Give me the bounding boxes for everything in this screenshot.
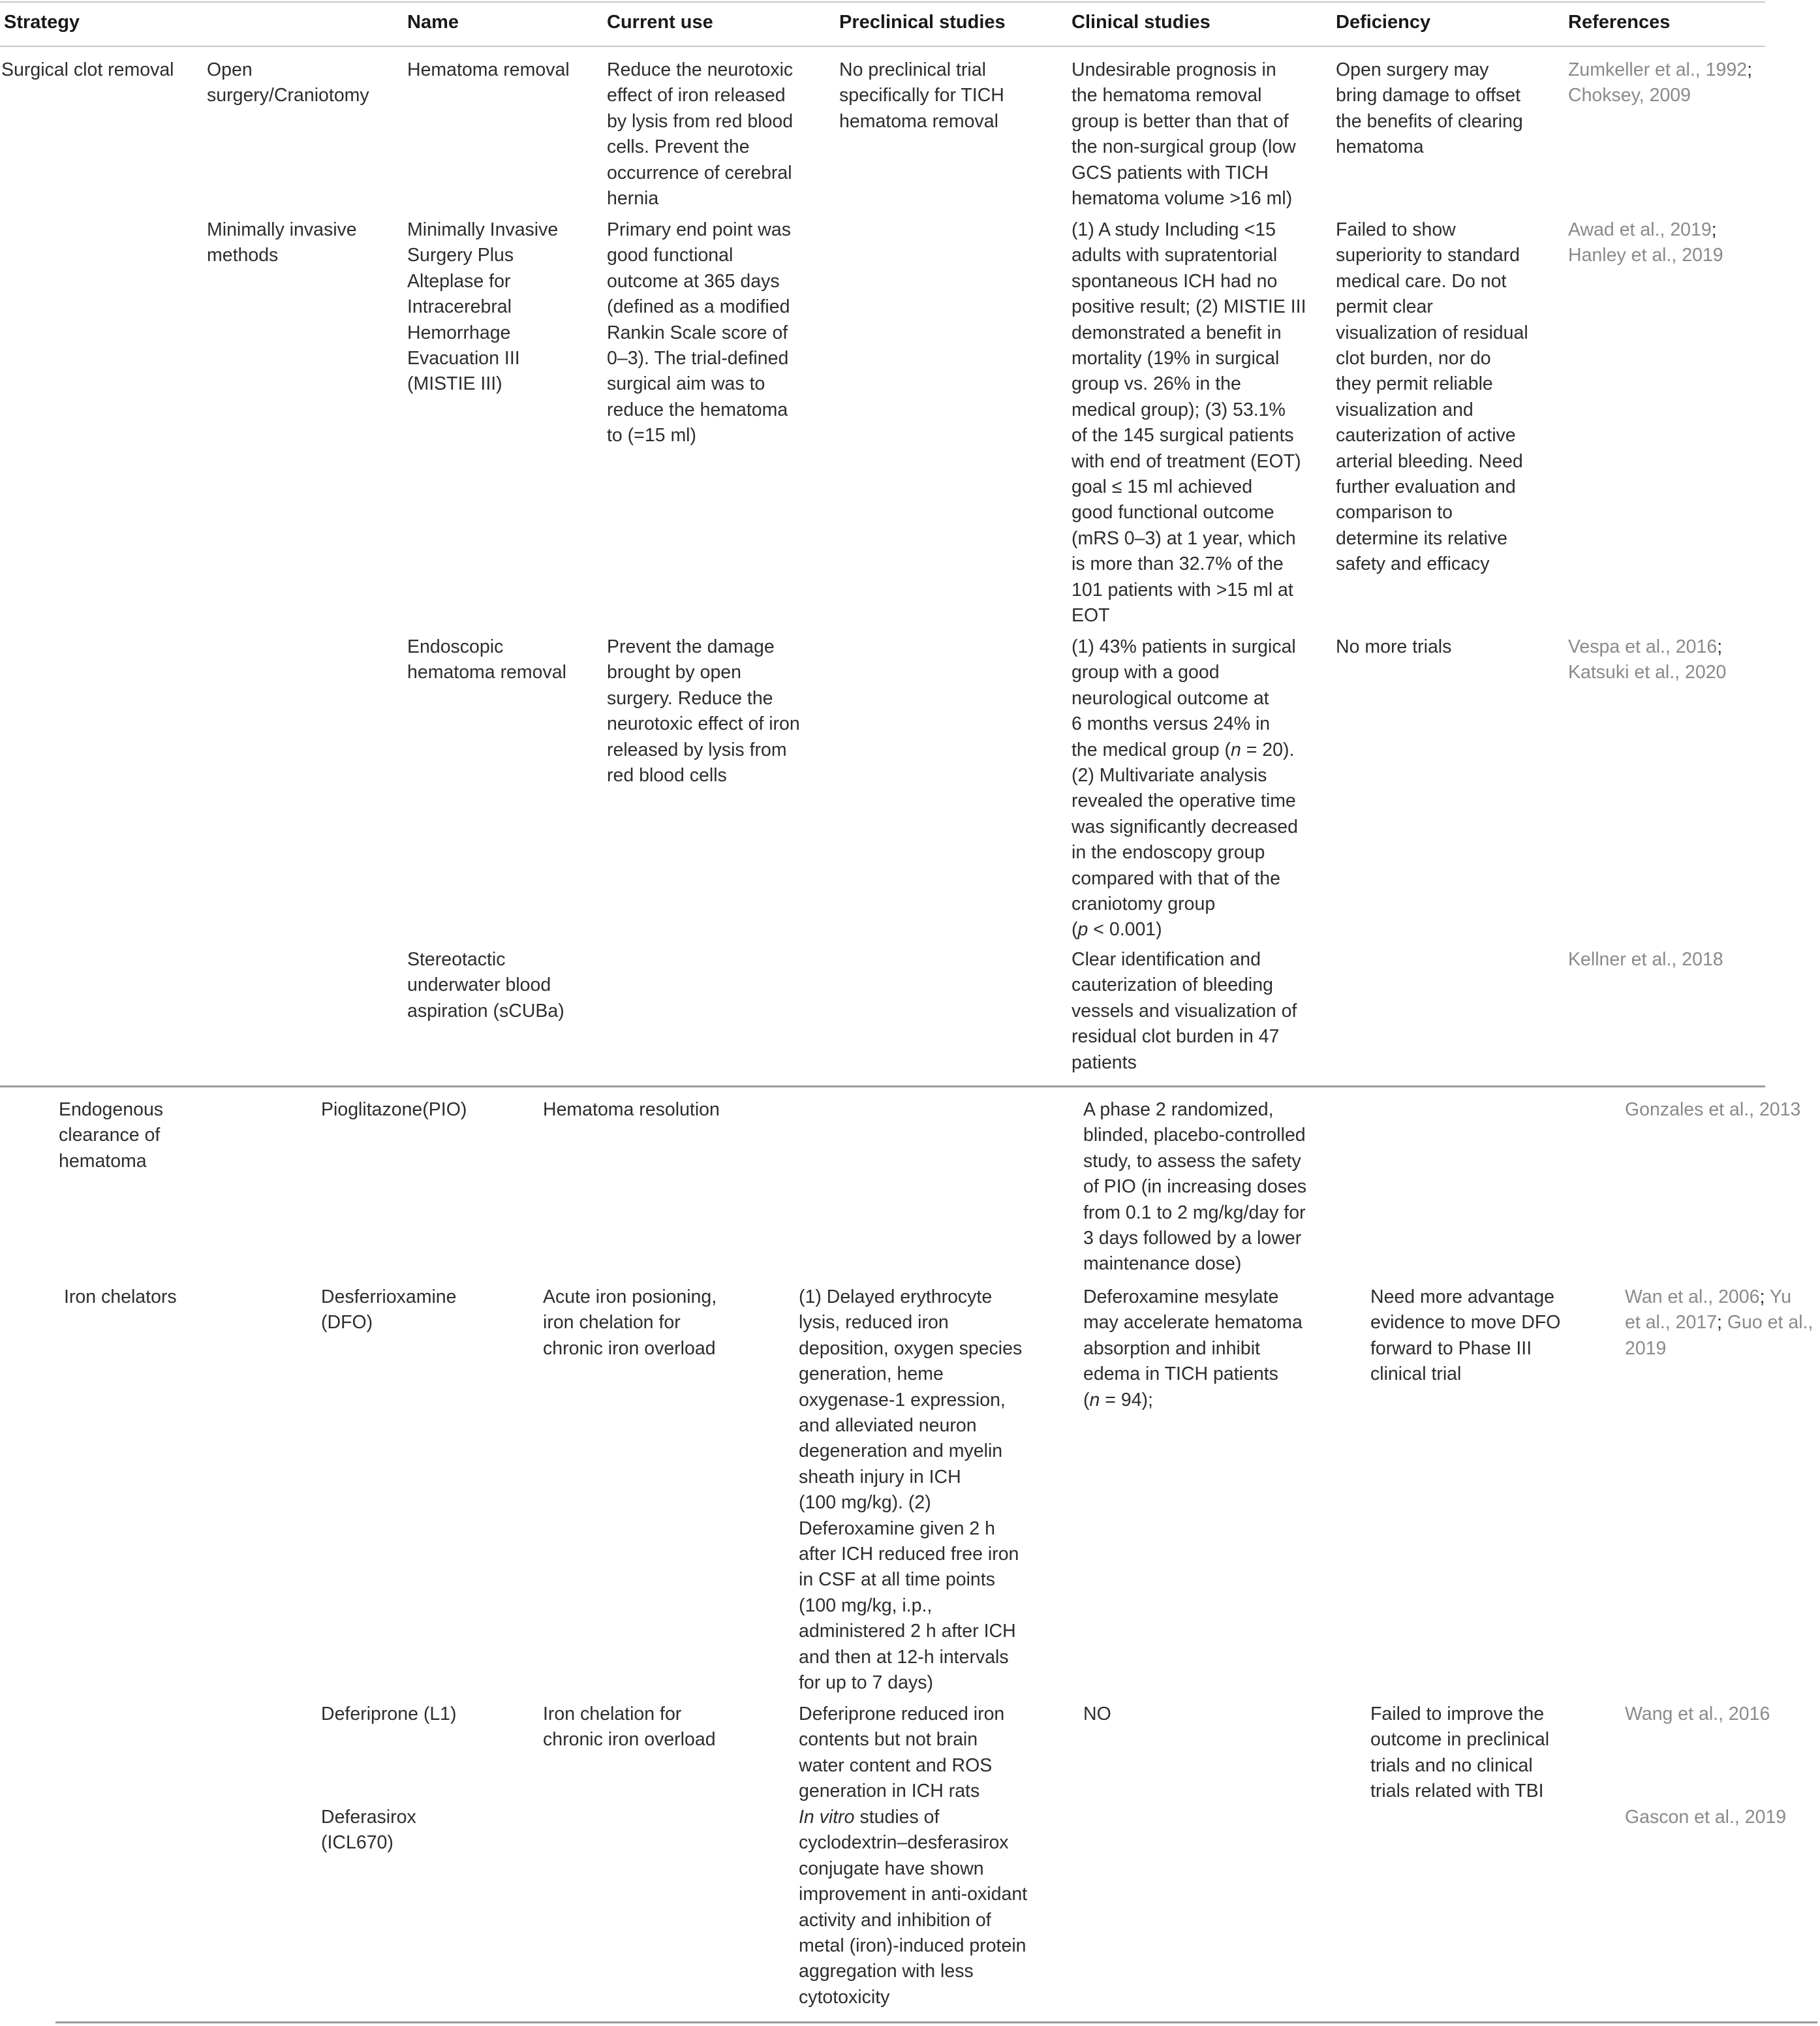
preclinical-icl670 bbox=[799, 1805, 1027, 2010]
clinical-hematoma-removal: Undesirable prognosis in the hematoma removal group is better than that of the non-surgical group (low GCS patients with TICH hematoma volume >16 ml) bbox=[1072, 59, 1296, 210]
clinical-pio: A phase 2 randomized, blinded, placebo-controlled study, to assess the safety of PIO (in increasing doses from 0.1 to 2 mg/kg/day for 3 days followed by a lower maintenance dose) bbox=[1083, 1099, 1307, 1275]
deficiency-dfo: Need more advantage evidence to move DFO forward to Phase III clinical trial bbox=[1370, 1286, 1561, 1385]
references-mistie: Awad et al., 2019; Hanley et al., 2019 bbox=[1568, 219, 1723, 266]
ref-link[interactable]: Vespa et al., 2016 bbox=[1568, 636, 1718, 657]
ref-link[interactable]: Choksey, 2009 bbox=[1568, 85, 1691, 106]
header-name: Name bbox=[407, 12, 459, 33]
name-l1: Deferiprone (L1) bbox=[321, 1704, 457, 1724]
current-use-dfo: Acute iron posioning, iron chelation for chronic iron overload bbox=[543, 1286, 717, 1359]
preclinical-text: studies of cyclodextrin–desferasirox conjugate have shown improvement in anti-oxidant activity and inhibition of metal (iron)-induced protein aggregation with less cytotoxicity bbox=[799, 1807, 1028, 2008]
header-current-use: Current use bbox=[607, 12, 713, 33]
bottom-rule bbox=[55, 2021, 1817, 2023]
preclinical-hematoma-removal: No preclinical trial specifically for TICH hematoma removal bbox=[839, 59, 1004, 132]
ref-link[interactable]: 2019 bbox=[1625, 1337, 1667, 1359]
current-use-l1: Iron chelation for chronic iron overload bbox=[543, 1704, 716, 1751]
ref-link[interactable]: Wang et al., 2016 bbox=[1625, 1704, 1770, 1724]
deficiency-hematoma-removal: Open surgery may bring damage to offset the benefits of clearing hematoma bbox=[1336, 59, 1523, 158]
references-dfo: Wan et al., 2006; Yu et al., 2017; Guo et al., 2019 bbox=[1625, 1286, 1813, 1359]
clinical-dfo bbox=[1083, 1285, 1303, 1413]
sub-open-surgery: Open surgery/Craniotomy bbox=[207, 59, 369, 106]
current-use-mistie: Primary end point was good functional outcome at 365 days (defined as a modified Rankin Scale score of 0–3). The trial-defined surgical aim was to reduce the hematoma to (=15 ml) bbox=[607, 219, 791, 446]
references-icl670 bbox=[1625, 1805, 1786, 1830]
name-hematoma-removal: Hematoma removal bbox=[407, 59, 570, 80]
clinical-italic-p: p bbox=[1077, 919, 1088, 941]
ref-link[interactable]: Wan et al., 2006 bbox=[1625, 1286, 1760, 1307]
ref-link[interactable]: Zumkeller et al., 1992 bbox=[1568, 59, 1748, 80]
current-use-hematoma-removal: Reduce the neurotoxic effect of iron released by lysis from red blood cells. Prevent the occurrence of cerebral hernia bbox=[607, 59, 794, 210]
deficiency-endoscopic: No more trials bbox=[1336, 636, 1452, 657]
clinical-text: Deferoxamine mesylate may accelerate hematoma absorption and inhibit edema in TICH patients ( bbox=[1083, 1286, 1303, 1410]
header-references: References bbox=[1568, 12, 1671, 33]
header-deficiency: Deficiency bbox=[1336, 12, 1431, 33]
ref-link[interactable]: Guo et al., bbox=[1727, 1312, 1813, 1333]
header-rule bbox=[0, 46, 1765, 47]
ref-link[interactable]: Gascon et al., 2019 bbox=[1625, 1807, 1787, 1828]
references-hematoma-removal: Zumkeller et al., 1992; Choksey, 2009 bbox=[1568, 59, 1752, 106]
clinical-endoscopic bbox=[1072, 634, 1298, 943]
name-icl670: Deferasirox (ICL670) bbox=[321, 1807, 416, 1854]
clinical-mistie: (1) A study Including <15 adults with supratentorial spontaneous ICH had no positive result; (2) MISTIE III demonstrated a benefit in mortality (19% in surgical group vs. 26% in the medical group); (3) 53.1% of the 145 surgical patients with end of treatment (EOT) goal ≤ 15 ml achieved good functional outcome (mRS 0–3) at 1 year, which is more than 32.7% of the 101 patients with >15 ml at EOT bbox=[1072, 219, 1306, 627]
references-l1 bbox=[1625, 1702, 1770, 1727]
section-divider-rule bbox=[0, 1085, 1765, 1087]
clinical-italic-n: n bbox=[1230, 739, 1241, 760]
name-dfo: Desferrioxamine (DFO) bbox=[321, 1286, 457, 1333]
clinical-text: = 20). (2) Multivariate analysis revealed the operative time was significantly decreased in the endoscopy group compared with that of the craniotomy group ( bbox=[1072, 739, 1298, 941]
clinical-text: < 0.001) bbox=[1088, 919, 1162, 941]
references-endoscopic: Vespa et al., 2016; Katsuki et al., 2020 bbox=[1568, 636, 1727, 683]
preclinical-dfo: (1) Delayed erythrocyte lysis, reduced iron deposition, oxygen species generation, heme oxygenase-1 expression, and alleviated neuron degeneration and myelin sheath injury in ICH (100 mg/kg). (2) Deferoxamine given 2 h after ICH reduced free iron in CSF at all time points (100 mg/kg, i.p., administered 2 h after ICH and then at 12-h intervals for up to 7 days) bbox=[799, 1286, 1023, 1694]
header-clinical: Clinical studies bbox=[1072, 12, 1211, 33]
strategy-surgical-clot-removal: Surgical clot removal bbox=[1, 59, 174, 80]
sub-minimally-invasive: Minimally invasive methods bbox=[207, 219, 357, 266]
strategy-iron-chelators: Iron chelators bbox=[64, 1286, 177, 1307]
ref-link[interactable]: et al., 2017 bbox=[1625, 1312, 1718, 1333]
clinical-italic-n: n bbox=[1089, 1389, 1100, 1410]
references-scuba bbox=[1568, 947, 1723, 973]
ref-link[interactable]: Katsuki et al., 2020 bbox=[1568, 662, 1727, 683]
name-scuba: Stereotactic underwater blood aspiration (sCUBa) bbox=[407, 949, 564, 1021]
current-use-endoscopic: Prevent the damage brought by open surgery. Reduce the neurotoxic effect of iron released by lysis from red blood cells bbox=[607, 636, 800, 787]
clinical-l1: NO bbox=[1083, 1704, 1111, 1724]
name-endoscopic: Endoscopic hematoma removal bbox=[407, 636, 566, 683]
clinical-scuba: Clear identification and cauterization of bleeding vessels and visualization of residual clot burden in 47 patients bbox=[1072, 949, 1297, 1073]
header-preclinical: Preclinical studies bbox=[839, 12, 1006, 33]
ref-link[interactable]: Kellner et al., 2018 bbox=[1568, 949, 1723, 970]
deficiency-mistie: Failed to show superiority to standard medical care. Do not permit clear visualization of residual clot burden, nor do they permit reliable visualization and cauterization of active arterial bleeding. Need further evaluation and comparison to determine its relative safety and efficacy bbox=[1336, 219, 1528, 575]
ref-link[interactable]: Gonzales et al., 2013 bbox=[1625, 1099, 1801, 1120]
preclinical-l1: Deferiprone reduced iron contents but not brain water content and ROS generation in ICH rats bbox=[799, 1704, 1005, 1802]
name-pio: Pioglitazone(PIO) bbox=[321, 1099, 467, 1120]
deficiency-l1: Failed to improve the outcome in preclinical trials and no clinical trials related with TBI bbox=[1370, 1704, 1550, 1802]
current-use-pio: Hematoma resolution bbox=[543, 1099, 720, 1120]
clinical-text: = 94); bbox=[1100, 1389, 1153, 1410]
ref-link[interactable]: Yu bbox=[1769, 1286, 1792, 1307]
name-mistie: Minimally Invasive Surgery Plus Alteplase for Intracerebral Hemorrhage Evacuation III (MISTIE III) bbox=[407, 219, 559, 395]
clinical-text: (1) 43% patients in surgical group with a good neurological outcome at 6 months versus 24% in the medical group ( bbox=[1072, 636, 1296, 760]
strategy-endogenous-clearance: Endogenous clearance of hematoma bbox=[59, 1099, 164, 1172]
top-rule bbox=[0, 1, 1765, 3]
ref-link[interactable]: Awad et al., 2019 bbox=[1568, 219, 1712, 240]
header-strategy: Strategy bbox=[4, 12, 80, 33]
preclinical-italic: In vitro bbox=[799, 1807, 855, 1828]
ref-link[interactable]: Hanley et al., 2019 bbox=[1568, 245, 1723, 266]
references-pio bbox=[1625, 1097, 1800, 1123]
